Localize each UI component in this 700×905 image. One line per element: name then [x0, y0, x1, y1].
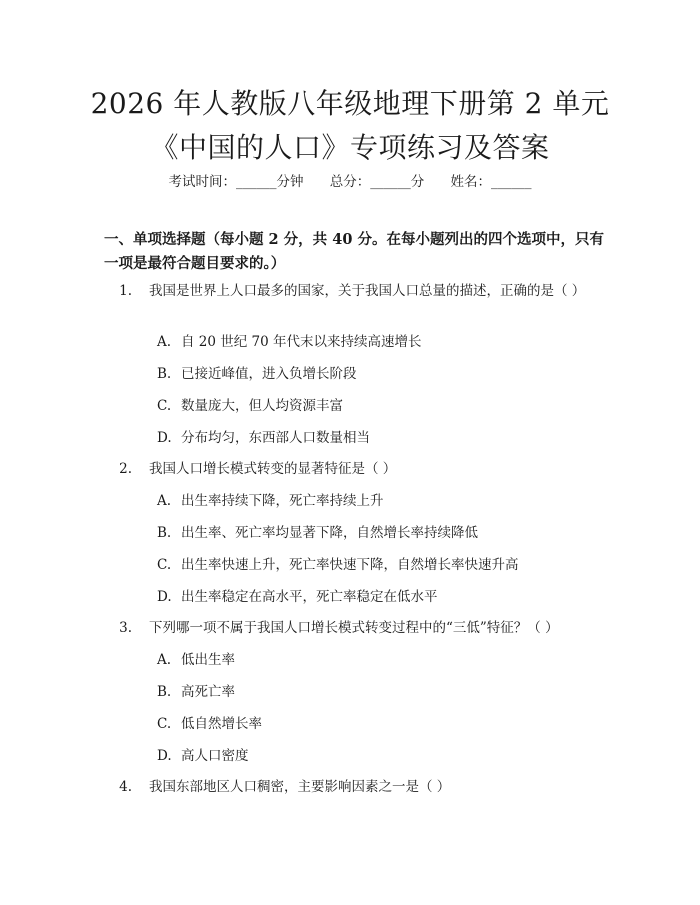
question-3-option-a — [157, 650, 235, 670]
option-letter: C. — [157, 557, 172, 573]
question-text: 我国人口增长模式转变的显著特征是（ ） — [149, 461, 397, 477]
option-letter: A. — [157, 652, 172, 668]
option-text: 分布均匀，东西部人口数量相当 — [181, 430, 370, 446]
question-2-option-b — [157, 523, 478, 543]
option-text: 出生率、死亡率均显著下降，自然增长率持续降低 — [181, 525, 478, 541]
option-letter: B. — [157, 525, 172, 541]
option-letter: B. — [157, 684, 172, 700]
exam-score: 总分：______分 — [329, 174, 425, 190]
option-letter: C. — [157, 716, 172, 732]
section-heading: 一、单项选择题（每小题 2 分，共 40 分。在每小题列出的四个选项中，只有一项是最符合题目要求的。） — [104, 231, 604, 272]
question-1 — [104, 279, 604, 303]
option-text: 数量庞大，但人均资源丰富 — [181, 398, 343, 414]
exam-time: 考试时间：______分钟 — [168, 174, 304, 190]
option-text: 出生率稳定在高水平，死亡率稳定在低水平 — [181, 589, 438, 605]
question-2 — [104, 457, 604, 481]
exam-name: 姓名：______ — [450, 174, 532, 190]
question-text: 我国是世界上人口最多的国家，关于我国人口总量的描述，正确的是（ ） — [149, 283, 586, 299]
question-3-option-d — [157, 746, 249, 766]
option-letter: A. — [157, 334, 172, 350]
question-2-option-d — [157, 587, 438, 607]
question-3 — [104, 616, 604, 640]
option-letter: D. — [157, 430, 172, 446]
option-text: 低出生率 — [181, 652, 235, 668]
question-text: 我国东部地区人口稠密，主要影响因素之一是（ ） — [149, 779, 451, 795]
question-1-option-c — [157, 396, 343, 416]
option-text: 自 20 世纪 70 年代末以来持续高速增长 — [181, 334, 422, 350]
exam-meta — [0, 170, 700, 190]
document-title: 2026 年人教版八年级地理下册第 2 单元《中国的人口》专项练习及答案 — [90, 87, 610, 164]
question-3-option-c — [157, 714, 262, 734]
option-text: 高人口密度 — [181, 748, 249, 764]
question-number: 4. — [119, 779, 132, 795]
question-2-option-c — [157, 555, 519, 575]
question-1-option-d — [157, 428, 370, 448]
question-1-option-b — [157, 364, 357, 384]
question-4 — [104, 775, 604, 799]
question-number: 2. — [119, 461, 132, 477]
option-letter: D. — [157, 748, 172, 764]
question-3-option-b — [157, 682, 235, 702]
question-1-option-a — [157, 332, 422, 352]
question-text: 下列哪一项不属于我国人口增长模式转变过程中的“三低”特征？（ ） — [149, 620, 559, 636]
question-number: 1. — [119, 283, 132, 299]
option-letter: C. — [157, 398, 172, 414]
question-2-option-a — [157, 491, 384, 511]
option-letter: D. — [157, 589, 172, 605]
option-text: 出生率快速上升，死亡率快速下降，自然增长率快速升高 — [181, 557, 519, 573]
option-text: 出生率持续下降，死亡率持续上升 — [181, 493, 384, 509]
option-text: 已接近峰值，进入负增长阶段 — [181, 366, 357, 382]
option-text: 低自然增长率 — [181, 716, 262, 732]
option-text: 高死亡率 — [181, 684, 235, 700]
question-number: 3. — [119, 620, 132, 636]
option-letter: B. — [157, 366, 172, 382]
option-letter: A. — [157, 493, 172, 509]
